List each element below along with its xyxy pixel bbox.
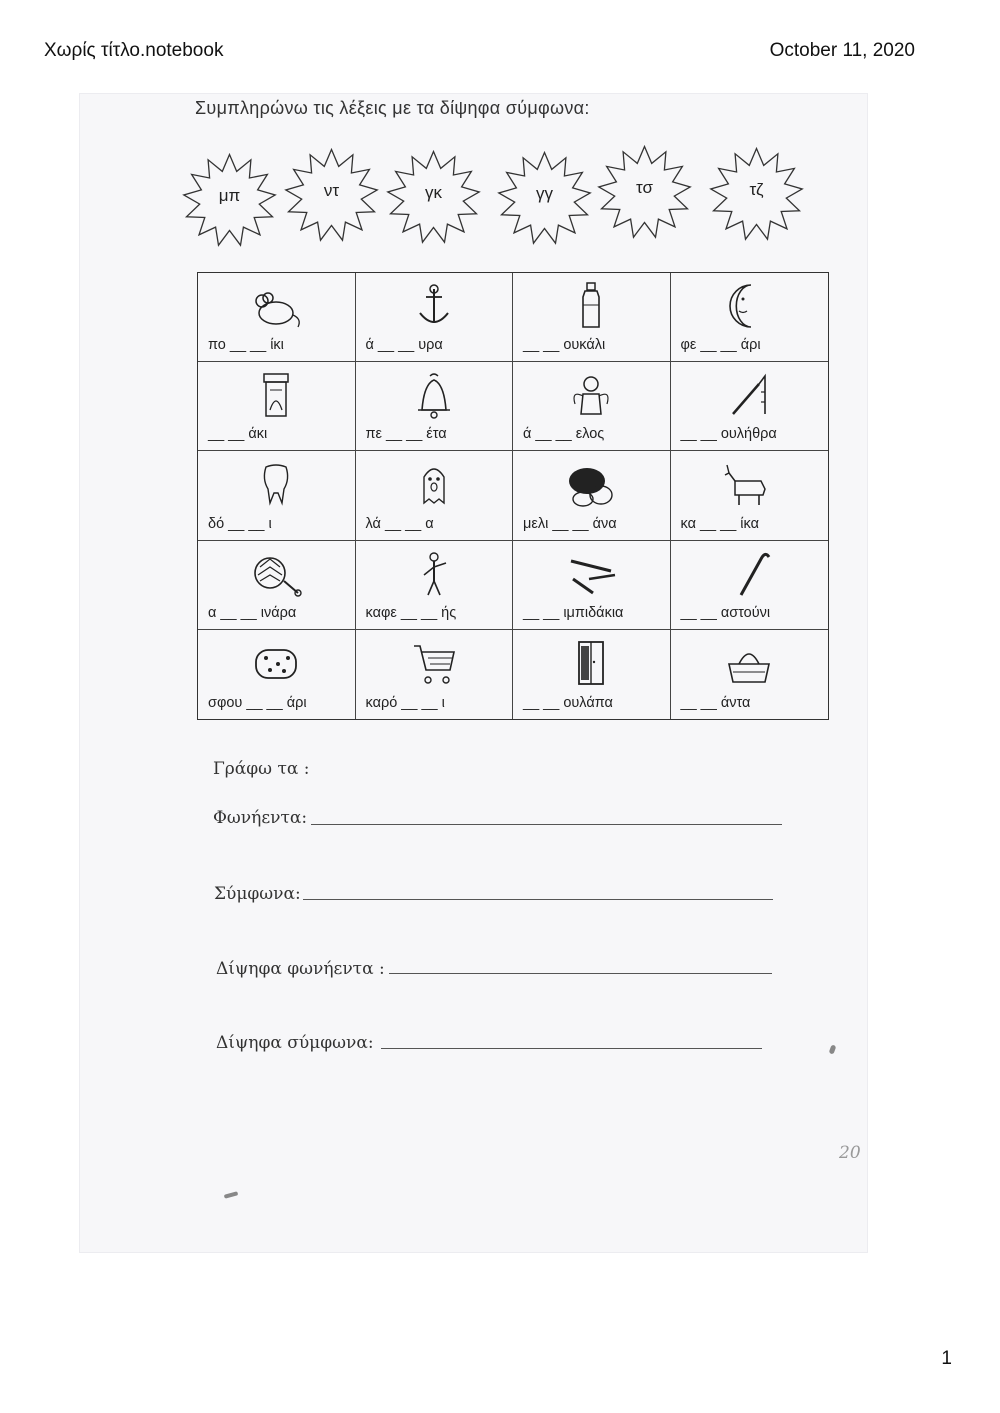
word-grid bbox=[197, 272, 829, 720]
mouse-icon bbox=[248, 281, 304, 331]
digraph-star bbox=[182, 153, 277, 248]
page-number: 1 bbox=[941, 1348, 952, 1369]
word-cell bbox=[356, 362, 514, 451]
fill-in-word[interactable]: __ __ αστούνι bbox=[680, 604, 771, 621]
word-cell bbox=[356, 273, 514, 362]
word-cell bbox=[513, 541, 671, 630]
angel-icon bbox=[563, 370, 619, 420]
answer-line bbox=[311, 824, 782, 825]
word-cell bbox=[513, 362, 671, 451]
worksheet-instruction: Συμπληρώνω τις λέξεις με τα δίψηφα σύμφωνα: bbox=[195, 98, 590, 118]
digraph-star bbox=[497, 151, 592, 246]
eggplant-icon bbox=[563, 459, 619, 509]
scan-smudge bbox=[224, 1191, 239, 1198]
word-cell bbox=[198, 362, 356, 451]
write-heading: Γράφω τα : bbox=[213, 759, 310, 779]
word-cell bbox=[513, 630, 671, 719]
word-cell bbox=[671, 451, 829, 540]
answer-line bbox=[381, 1048, 762, 1049]
write-prompt-vowels: Φωνήεντα: bbox=[213, 808, 308, 828]
write-prompt-vowel-digraphs: Δίψηφα φωνήεντα : bbox=[216, 959, 385, 979]
chopsticks-icon bbox=[563, 549, 619, 599]
page-mark: 20 bbox=[839, 1143, 861, 1163]
fill-in-word[interactable]: καφε __ __ ής bbox=[365, 604, 457, 621]
artichoke-icon bbox=[248, 549, 304, 599]
fill-in-word[interactable]: φε __ __ άρι bbox=[680, 337, 761, 354]
fill-in-word[interactable]: __ __ ουλάπα bbox=[523, 694, 613, 711]
goat-icon bbox=[721, 459, 777, 509]
fill-in-word[interactable]: δό __ __ ι bbox=[208, 515, 272, 532]
scan-smudge bbox=[829, 1044, 837, 1054]
digraph-label: γκ bbox=[425, 183, 442, 202]
wardrobe-icon bbox=[563, 638, 619, 688]
fill-in-word[interactable]: μελι __ __ άνα bbox=[523, 515, 617, 532]
word-cell bbox=[513, 273, 671, 362]
fill-in-word[interactable]: πο __ __ ίκι bbox=[208, 337, 284, 354]
cart-icon bbox=[406, 638, 462, 688]
bell-icon bbox=[406, 370, 462, 420]
cane-icon bbox=[721, 549, 777, 599]
waiter-icon bbox=[406, 549, 462, 599]
moon-icon bbox=[721, 281, 777, 331]
fill-in-word[interactable]: __ __ ουλήθρα bbox=[680, 426, 777, 443]
write-prompt-consonants: Σύμφωνα: bbox=[214, 884, 301, 904]
word-cell bbox=[198, 630, 356, 719]
notebook-date: October 11, 2020 bbox=[769, 40, 915, 61]
digraph-label: τσ bbox=[636, 178, 653, 197]
word-cell bbox=[671, 362, 829, 451]
bottle-icon bbox=[563, 281, 619, 331]
fill-in-word[interactable]: α __ __ ινάρα bbox=[208, 604, 297, 621]
digraph-label: ντ bbox=[323, 181, 340, 200]
word-cell bbox=[356, 541, 514, 630]
digraph-star bbox=[597, 145, 692, 240]
fill-in-word[interactable]: σφου __ __ άρι bbox=[208, 694, 307, 711]
digraph-label: τζ bbox=[749, 180, 764, 199]
answer-line bbox=[389, 973, 772, 974]
fill-in-word[interactable]: ά __ __ υρα bbox=[365, 337, 443, 354]
word-cell bbox=[671, 273, 829, 362]
digraph-label: μπ bbox=[218, 186, 241, 205]
word-cell bbox=[513, 451, 671, 540]
slide-icon bbox=[721, 370, 777, 420]
fill-in-word[interactable]: __ __ ιμπιδάκια bbox=[523, 604, 624, 621]
digraph-star bbox=[386, 150, 481, 245]
digraph-star bbox=[284, 148, 379, 243]
tooth-icon bbox=[248, 459, 304, 509]
scanned-worksheet bbox=[79, 93, 868, 1253]
fill-in-word[interactable]: κα __ __ ίκα bbox=[680, 515, 759, 532]
digraph-label: γγ bbox=[536, 184, 553, 203]
word-cell bbox=[671, 630, 829, 719]
fill-in-word[interactable]: λά __ __ α bbox=[365, 515, 434, 532]
word-cell bbox=[356, 630, 514, 719]
anchor-icon bbox=[406, 281, 462, 331]
fill-in-word[interactable]: __ __ άντα bbox=[680, 694, 751, 711]
fill-in-word[interactable]: __ __ άκι bbox=[208, 426, 268, 443]
fill-in-word[interactable]: καρό __ __ ι bbox=[365, 694, 445, 711]
fill-in-word[interactable]: πε __ __ έτα bbox=[365, 426, 447, 443]
answer-line bbox=[303, 899, 773, 900]
sponge-icon bbox=[248, 638, 304, 688]
notebook-title: Χωρίς τίτλο.notebook bbox=[44, 40, 224, 61]
write-prompt-consonant-digraphs: Δίψηφα σύμφωνα: bbox=[216, 1033, 374, 1053]
ghost-icon bbox=[406, 459, 462, 509]
fill-in-word[interactable]: __ __ ουκάλι bbox=[523, 337, 606, 354]
word-cell bbox=[671, 541, 829, 630]
word-cell bbox=[198, 273, 356, 362]
fireplace-icon bbox=[248, 370, 304, 420]
bag-icon bbox=[721, 638, 777, 688]
digraph-stars bbox=[79, 145, 868, 245]
word-cell bbox=[198, 541, 356, 630]
fill-in-word[interactable]: ά __ __ ελος bbox=[523, 426, 605, 443]
digraph-star bbox=[709, 147, 804, 242]
word-cell bbox=[198, 451, 356, 540]
word-cell bbox=[356, 451, 514, 540]
